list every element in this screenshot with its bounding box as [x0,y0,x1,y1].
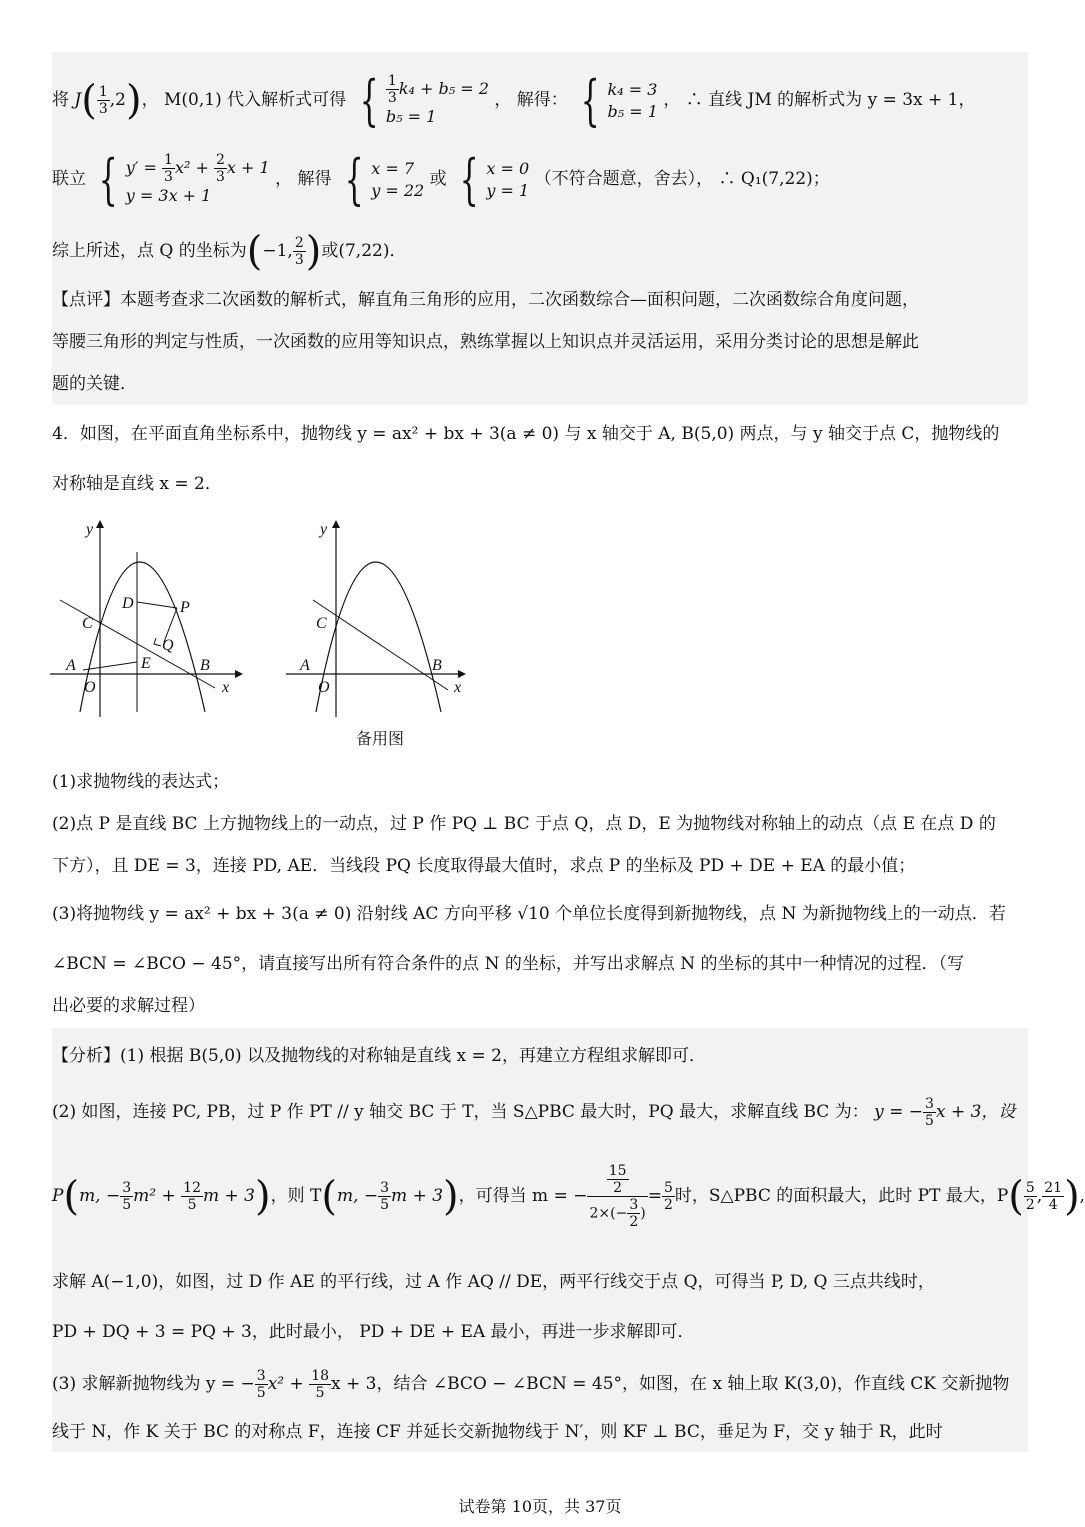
analysis-3-line-2: 线于 N，作 K 关于 BC 的对称点 F，连接 CF 并延长交新抛物线于 N′，则 KF ⊥ BC，垂足为 F，交 y 轴于 R，此时 [52,1422,943,1442]
fraction-one-third: $\frac{1}{3}$ [98,84,108,117]
compound-fraction: $\frac{15}{2}$ 2×(− $\frac{3}{2}$ ) [589,1163,646,1230]
analysis-2-line-3: 求解 A(−1,0)，如图，过 D 作 AE 的平行线，过 A 作 AQ // DE，两平行线交于点 Q，可得当 P, D, Q 三点共线时， [52,1272,935,1292]
label-C: C [316,615,327,632]
label-A: A [300,657,310,674]
label-O: O [318,679,330,696]
label-y: y [320,521,328,538]
figure-backup [278,512,478,722]
analysis-3-line-1: (3) 求解新抛物线为 y = − $\frac{3}{5}$ x² + $\frac{18}{5}$ x + 3，结合 ∠BCO − ∠BCN = 45°，如图，在 x 轴上取 K(3,0)，作直线 CK 交新抛物 [52,1368,1010,1401]
analysis-2-line-1: (2) 如图，连接 PC, PB，过 P 作 PT // y 轴交 BC 于 T，当 S△PBC 最大时，PQ 最大，求解直线 BC 为： y = − $\frac{3}{5}$ x + 3，设 [52,1096,1016,1129]
label-D: D [122,595,134,612]
analysis-2-line-2: P(m, − $\frac{3}{5}$ m² + $\frac{12}{5}$ m + 3)，则 T(m, − $\frac{3}{5}$ m + 3)，可得当 m = − $\frac{15}{2}$ 2×(− $\frac{3}{2}$ ) = $\frac{5}{2}$ 时，S△PBC 的面积最大，此时 PT 最大，P( $\frac{5}{2}$ , $\frac{21}{4}$ ), [52,1163,1085,1230]
label-x: x [222,679,230,696]
figure-caption: 备用图 [356,729,405,748]
question-1: (1)求抛物线的表达式； [52,772,230,792]
label-B: B [432,657,442,674]
figure-main [40,512,250,722]
label-C: C [82,615,93,632]
label-B: B [200,657,210,674]
question-3-line-2: ∠BCN = ∠BCO − 45°，请直接写出所有符合条件的点 N 的坐标，并写出求解点 N 的坐标的其中一种情况的过程．（写 [52,954,965,974]
label-Q: Q [162,637,174,654]
solution-line-1: 将 J( $\frac{1}{3}$ ,2)， M(0,1) 代入解析式可得 { $\frac{1}{3}$ k₄ + b₅ = 2 b₅ = 1 ， 解得： { k₄ = 3 b₅ = 1 ， ∴ 直线 JM 的解析式为 y = 3x + 1， [52,68,976,132]
label-O: O [84,679,96,696]
analysis-2-line-4: PD + DQ + 3 = PQ + 3，此时最小， PD + DE + EA 最小，再进一步求解即可． [52,1322,695,1342]
comment-line-2: 等腰三角形的判定与性质，一次函数的应用等知识点，熟练掌握以上知识点并灵活运用，采用分类讨论的思想是解此 [52,332,919,352]
label-A: A [66,657,76,674]
equation-system-2: y′ = $\frac{1}{3}$ x² + $\frac{2}{3}$ x + 1 y = 3x + 1 [125,152,270,205]
question-2-line-1: (2)点 P 是直线 BC 上方抛物线上的一动点，过 P 作 PQ ⊥ BC 于点 Q，点 D，E 为抛物线对称轴上的动点（点 E 在点 D 的 [52,814,996,834]
comment-line-1: 【点评】本题考查求二次函数的解析式，解直角三角形的应用，二次函数综合—面积问题，二次函数综合角度问题， [52,290,919,310]
solution-line-2: 联立 { y′ = $\frac{1}{3}$ x² + $\frac{2}{3}$ x + 1 y = 3x + 1 ， 解得 { x = 7 y = 22 或 { x = 0 y = 1 （不符合题意，舍去）， ∴ Q₁(7,22)； [52,147,830,211]
solution-line-3: 综上所述，点 Q 的坐标为(−1, $\frac{2}{3}$ )或(7,22)． [52,228,407,275]
analysis-1: 【分析】(1) 根据 B(5,0) 以及抛物线的对称轴是直线 x = 2，再建立方程组求解即可． [52,1046,706,1066]
solution-system-1: k₄ = 3 b₅ = 1 [607,79,658,121]
page-footer: 试卷第 10页，共 37页 [458,1497,622,1516]
solution-system-2b: x = 0 y = 1 [486,158,530,200]
label-E: E [141,655,151,672]
problem-stem-1: 4．如图，在平面直角坐标系中，抛物线 y = ax² + bx + 3(a ≠ 0) 与 x 轴交于 A, B(5,0) 两点，与 y 轴交于点 C，抛物线的 [52,424,1000,444]
label-y: y [86,521,94,538]
question-3-line-1: (3)将抛物线 y = ax² + bx + 3(a ≠ 0) 沿射线 AC 方向平移 √10 个单位长度得到新抛物线，点 N 为新抛物线上的一动点．若 [52,904,1006,924]
equation-system-1: $\frac{1}{3}$ k₄ + b₅ = 2 b₅ = 1 [385,73,489,126]
label-x: x [454,679,462,696]
question-3-line-3: 出必要的求解过程） [52,996,205,1016]
label-P: P [180,599,190,616]
solution-system-2a: x = 7 y = 22 [371,158,425,200]
problem-stem-2: 对称轴是直线 x = 2． [52,474,222,494]
question-2-line-2: 下方），且 DE = 3，连接 PD, AE．当线段 PQ 长度取得最大值时，求点 P 的坐标及 PD + DE + EA 的最小值； [52,856,916,876]
comment-line-3: 题的关键． [52,374,137,394]
